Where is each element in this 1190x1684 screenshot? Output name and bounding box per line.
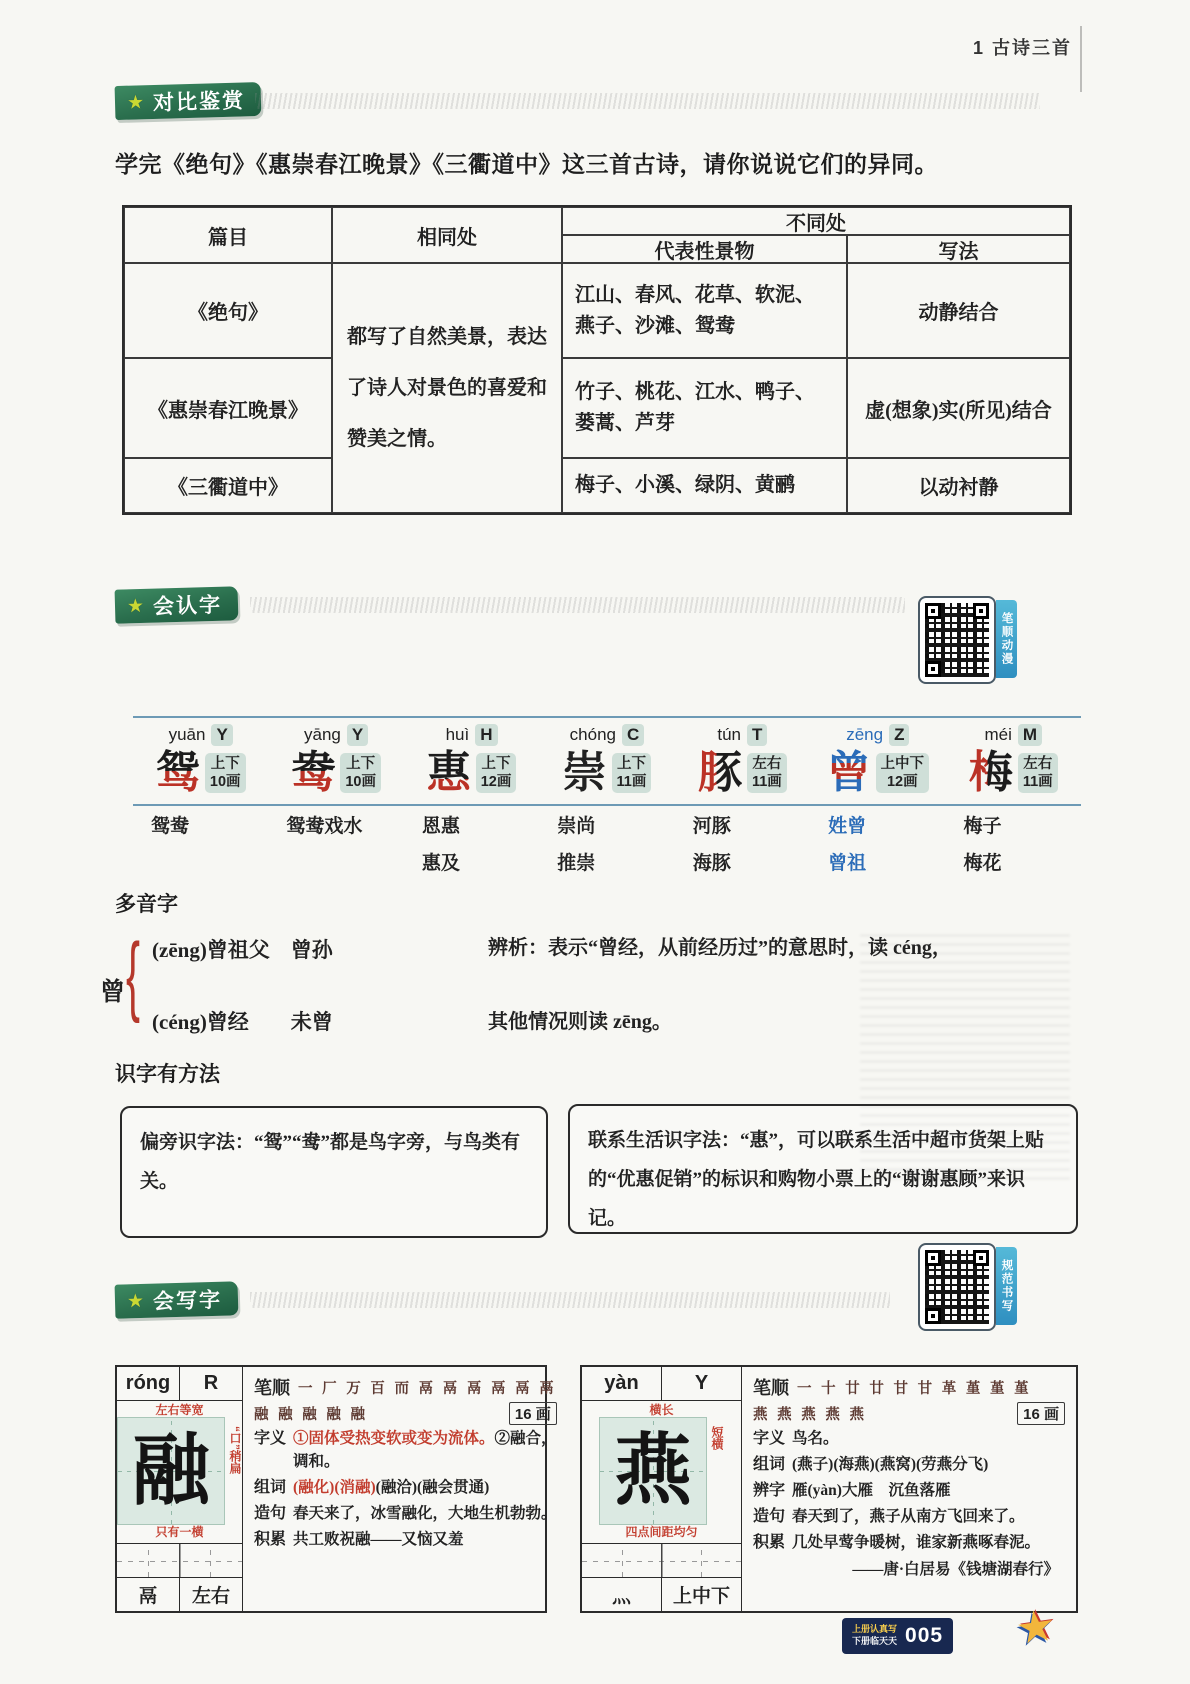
writing-tip-bottom: 只有一横 <box>155 1525 204 1539</box>
char-pinyin: méi <box>984 725 1012 744</box>
demo-character: 燕 <box>613 1427 692 1514</box>
section-banner-xiezi <box>115 1281 239 1318</box>
card-pinyin: róng <box>117 1367 180 1400</box>
comparison-table <box>122 205 1072 515</box>
structure-badge: 上下 10画 <box>340 753 381 793</box>
table-header-title: 篇目 <box>124 207 332 263</box>
table-row-method: 动静结合 <box>847 263 1070 358</box>
fangfa-heading: 识字有方法 <box>115 1063 220 1086</box>
bianzi-line: 辨字 雁(yàn)大雁 沉鱼落雁 <box>753 1482 951 1499</box>
recognize-char-card <box>539 718 674 804</box>
big-character: 豚 <box>697 748 742 797</box>
brace-glyph: { <box>126 924 141 1024</box>
recognize-char-band <box>133 716 1081 806</box>
page-crease-line <box>1080 26 1082 92</box>
structure-badge: 左右 11画 <box>1018 753 1058 793</box>
table-header-same: 相同处 <box>332 207 562 263</box>
section-banner-renzi <box>115 586 239 623</box>
example-words: 恩惠 惠及 <box>421 816 460 875</box>
char-demo-zone <box>582 1401 741 1543</box>
print-bleed <box>860 930 1070 1180</box>
big-character: 鸯 <box>291 748 336 797</box>
card-pinyin: yàn <box>582 1367 662 1400</box>
practice-grid <box>582 1543 741 1577</box>
method-box-label: 联系生活识字法： <box>588 1130 741 1151</box>
qr-code-icon <box>918 1243 996 1331</box>
example-words: 鸳鸯戏水 <box>286 816 363 837</box>
example-words: 崇尚 推崇 <box>557 816 596 875</box>
section-banner-label: 会认字 <box>152 593 223 619</box>
big-character: 崇 <box>562 748 607 797</box>
write-char-card-rong <box>115 1365 557 1613</box>
write-char-card-yan <box>580 1365 1078 1613</box>
banner-streak <box>255 93 1040 109</box>
page-header: 1 古诗三首 <box>972 38 1072 58</box>
example-words-row <box>133 808 1081 882</box>
method-box-1: 偏旁识字法：“鸳”“鸯”都是鸟字旁，与鸟类有关。 <box>120 1106 548 1238</box>
recognize-char-card <box>404 718 539 804</box>
jilei-line: 积累 几处早莺争暖树，谁家新燕啄春泥。 <box>753 1534 1041 1551</box>
zaoju-line: 造句 春天来了，冰雪融化，大地生机勃勃。 <box>254 1504 557 1522</box>
table-header-method: 写法 <box>847 235 1070 263</box>
zuci-line: 组词 (融化)(消融)(融洽)(融会贯通) <box>254 1478 490 1496</box>
reading-line-2: (céng)曾经 未曾 <box>152 1010 333 1034</box>
qr-code-stroke-animation <box>918 596 1017 684</box>
card-initial: R <box>203 1372 219 1394</box>
qr-tab-label: 规范书写 <box>996 1247 1017 1325</box>
footer-badge <box>842 1618 953 1654</box>
banner-streak <box>250 1292 890 1308</box>
analysis-label: 辨析： <box>488 937 548 959</box>
writing-tip-top: 左右等宽 <box>155 1403 204 1417</box>
char-initial-badge: Y <box>347 724 368 746</box>
qr-tab-label: 笔顺动漫 <box>996 600 1017 678</box>
char-pinyin: yuān <box>168 725 206 744</box>
char-pinyin: chóng <box>569 725 616 744</box>
table-row-method: 以动衬静 <box>847 458 1070 513</box>
structure-badge: 上下 10画 <box>205 753 246 793</box>
char-initial-badge: Y <box>211 724 232 746</box>
page-number: 005 <box>905 1624 944 1647</box>
big-character: 惠 <box>426 748 471 797</box>
analysis-line-2: 其他情况则读 zēng。 <box>488 1011 672 1033</box>
structure-badge: 左右 11画 <box>747 753 787 793</box>
section-banner-compare <box>115 82 262 120</box>
char-demo-zone <box>117 1401 242 1543</box>
structure-badge: 上中下 12画 <box>876 753 930 793</box>
table-row-title: 《绝句》 <box>124 263 332 358</box>
analysis-line-1: 辨析：表示“曾经，从前经历过”的意思时，读 céng， <box>488 937 952 959</box>
char-initial-badge: C <box>622 724 644 746</box>
jilei-line: 积累 共工败祝融——又恼又羞 <box>254 1530 464 1548</box>
writing-tip-bottom: 四点间距均匀 <box>625 1525 698 1539</box>
duoyinzi-heading: 多音字 <box>115 893 178 916</box>
table-row-method: 虚(想象)实(所见)结合 <box>847 358 1070 458</box>
char-grid-box <box>599 1417 707 1525</box>
footer-small-line-1: 上册认真写 <box>852 1624 898 1635</box>
char-pinyin: huì <box>445 725 470 744</box>
zuci-line: 组词 (燕子)(海燕)(燕窝)(劳燕分飞) <box>753 1456 989 1473</box>
stroke-order-row: 融 融 融 融 融 <box>254 1407 368 1423</box>
bishun-label: 笔顺 <box>753 1378 789 1398</box>
demo-character: 融 <box>131 1427 210 1514</box>
recognize-char-card <box>810 718 945 804</box>
card-structure: 左右 <box>191 1586 230 1607</box>
qr-code-standard-writing <box>918 1243 1017 1331</box>
big-character: 曾 <box>826 748 871 797</box>
star-icon: ★ <box>126 91 147 114</box>
char-initial-badge: T <box>747 724 767 746</box>
char-pinyin: yāng <box>304 725 341 744</box>
stroke-order-row: 一 厂 万 百 而 鬲 鬲 鬲 鬲 鬲 鬲 <box>298 1380 557 1397</box>
example-words: 梅子 梅花 <box>963 816 1002 875</box>
ziyi-line: 字义 ①固体受热变软或变为流体。②融合，调和。 <box>254 1430 557 1471</box>
writing-tip-right: “口”稍扁 <box>228 1426 242 1474</box>
char-initial-badge: M <box>1018 724 1042 746</box>
bishun-label: 笔顺 <box>254 1378 290 1398</box>
char-pinyin: zēng <box>846 725 884 744</box>
footer-small-line-2: 下册临天天 <box>852 1636 898 1646</box>
banner-streak <box>250 597 905 613</box>
card-structure: 上中下 <box>672 1586 730 1607</box>
char-grid-box <box>117 1417 225 1525</box>
table-row-scenery: 江山、春风、花草、软泥、燕子、沙滩、鸳鸯 <box>562 263 847 358</box>
section-banner-label: 会写字 <box>152 1288 223 1314</box>
star-icon: ★ <box>126 595 147 617</box>
method-box-label: 偏旁识字法： <box>140 1132 255 1153</box>
qr-code-icon <box>918 596 996 684</box>
practice-grid <box>117 1543 242 1577</box>
method-box-2: 联系生活识字法：“惠”，可以联系生活中超市货架上贴的“优惠促销”的标识和购物小票上的“谢谢惠顾”来识记。 <box>568 1104 1078 1234</box>
table-same-cell: 都写了自然美景，表达了诗人对景色的喜爱和赞美之情。 <box>332 263 562 513</box>
compare-intro-text: 学完《绝句》《惠崇春江晚景》《三衢道中》这三首古诗，请你说说它们的异同。 <box>115 151 938 177</box>
star-icon: ★ <box>126 1290 147 1312</box>
table-row-scenery: 梅子、小溪、绿阴、黄鹂 <box>562 458 847 513</box>
table-row-scenery: 竹子、桃花、江水、鸭子、蒌蒿、芦芽 <box>562 358 847 458</box>
ziyi-line: 字义 鸟名。 <box>753 1430 839 1447</box>
table-row-title: 《惠崇春江晚景》 <box>124 358 332 458</box>
table-row-title: 《三衢道中》 <box>124 458 332 513</box>
stroke-count-badge: 16 画 <box>509 1402 557 1425</box>
duoyinzi-character: 曾 <box>100 979 126 1006</box>
example-words: 河豚 海豚 <box>692 816 731 875</box>
reading-line-1: (zēng)曾祖父 曾孙 <box>152 938 333 962</box>
structure-badge: 上下 12画 <box>476 753 517 793</box>
card-radical: 鬲 <box>117 1578 180 1611</box>
big-character: 鸳 <box>155 748 200 797</box>
recognize-char-card <box>675 718 810 804</box>
char-initial-badge: Z <box>889 724 909 746</box>
recognize-char-card <box>133 718 268 804</box>
example-words: 鸳鸯 <box>151 816 190 837</box>
example-words: 姓曾 曾祖 <box>828 816 867 875</box>
structure-badge: 上下 11画 <box>612 753 652 793</box>
writing-tip-right: 短横 <box>710 1426 724 1450</box>
recognize-char-card <box>268 718 403 804</box>
stroke-order-row: 一 十 廿 廿 甘 甘 革 堇 堇 堇 <box>797 1380 1032 1397</box>
table-header-scenery: 代表性景物 <box>562 235 847 263</box>
poem-attribution: ——唐·白居易《钱塘湖春行》 <box>852 1561 1059 1578</box>
big-character: 梅 <box>968 748 1013 797</box>
char-pinyin: tún <box>717 725 742 744</box>
char-initial-badge: H <box>475 724 497 746</box>
card-radical: 灬 <box>582 1578 662 1611</box>
recognize-char-card <box>946 718 1081 804</box>
stroke-order-row: 燕 燕 燕 燕 燕 <box>753 1407 867 1423</box>
zaoju-line: 造句 春天到了，燕子从南方飞回来了。 <box>753 1508 1025 1525</box>
writing-tip-top: 横长 <box>649 1403 674 1417</box>
star-mascot-icon: ★ <box>1012 1600 1059 1655</box>
table-header-diff: 不同处 <box>562 207 1070 235</box>
stroke-count-badge: 16 画 <box>1017 1402 1065 1425</box>
section-banner-label: 对比鉴赏 <box>152 89 246 115</box>
card-initial: Y <box>694 1372 709 1394</box>
